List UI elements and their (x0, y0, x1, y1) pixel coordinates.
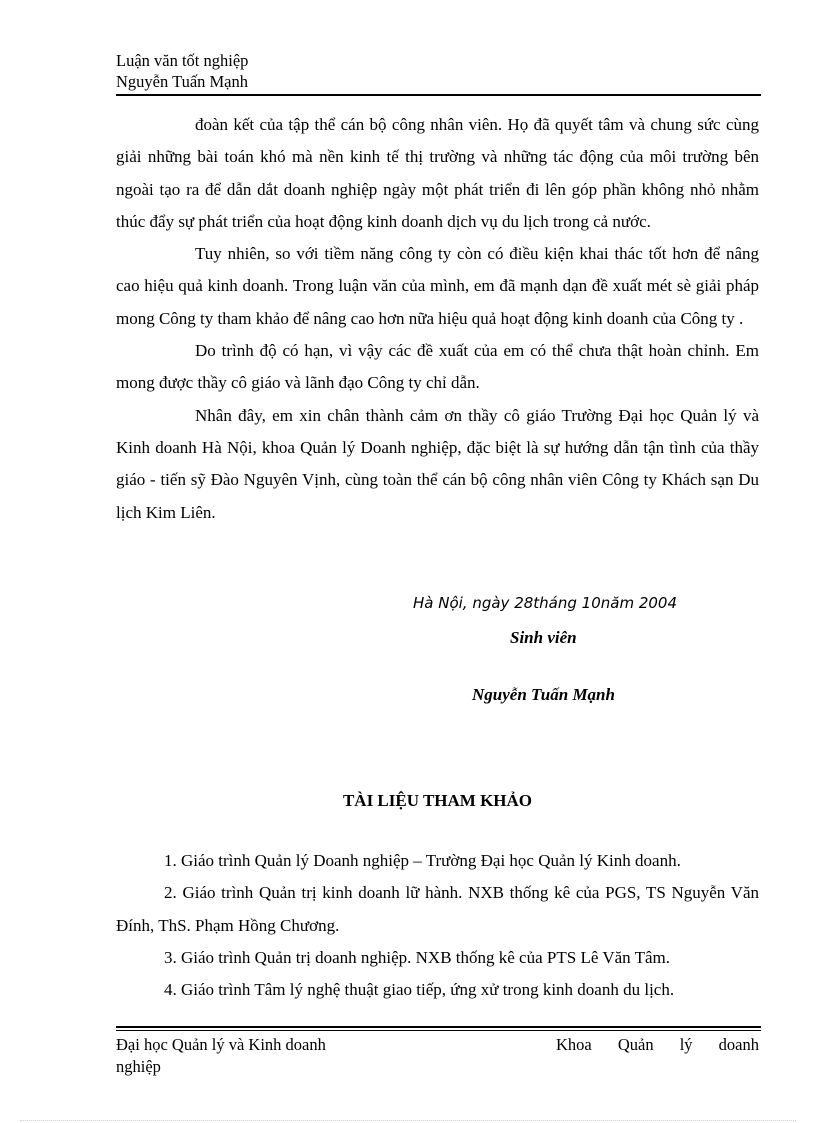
signature-place-date: Hà Nội, ngày 28tháng 10năm 2004 (413, 594, 678, 612)
paragraph: Nhân đây, em xin chân thành cảm ơn thầy cô giáo Trường Đại học Quản lý và Kinh doanh Hà Nội, khoa Quản lý Doanh nghiệp, đặc biệt là sự hướng dẫn tận tình của thầy giáo - tiến sỹ Đào Nguyên Vịnh, cùng toàn thể cán bộ công nhân viên Công ty Khách sạn Du lịch Kim Liên. (116, 405, 759, 522)
reference-item: 2. Giáo trình Quản trị kinh doanh lữ hành. NXB thống kê của PGS, TS Nguyễn Văn Đính, ThS. Phạm Hồng Chương. (116, 883, 759, 935)
signature-name: Nguyễn Tuấn Mạnh (472, 685, 615, 704)
references-title: TÀI LIỆU THAM KHẢO (342, 791, 533, 810)
header-author-name: Nguyễn Tuấn Mạnh (116, 72, 249, 91)
footer-university: Đại học Quản lý và Kinh doanh (116, 1035, 326, 1054)
paragraph: Do trình độ có hạn, vì vậy các đề xuất của em có thể chưa thật hoàn chỉnh. Em mong được thầy cô giáo và lãnh đạo Công ty chỉ dẫn. (116, 341, 759, 393)
body-text (116, 109, 759, 529)
reference-item: 3. Giáo trình Quản trị doanh nghiệp. NXB thống kê của PTS Lê Văn Tâm. (164, 947, 670, 967)
page-header (116, 50, 761, 92)
footer-divider-thin (116, 1030, 761, 1031)
header-divider (116, 94, 761, 96)
reference-item: 1. Giáo trình Quản lý Doanh nghiệp – Trường Đại học Quản lý Kinh doanh. (164, 851, 681, 870)
references-list (116, 845, 759, 1006)
footer-faculty: Khoa Quản lý doanh (556, 1035, 759, 1054)
header-thesis-label: Luận văn tốt nghiệp (116, 51, 249, 70)
footer-left (116, 1034, 416, 1078)
footer-university-cont: nghiệp (116, 1057, 161, 1076)
footer-divider (116, 1026, 761, 1028)
reference-item: 4. Giáo trình Tâm lý nghệ thuật giao tiếp, ứng xử trong kinh doanh du lịch. (164, 980, 675, 1000)
paragraph: Tuy nhiên, so với tiềm năng công ty còn có điều kiện khai thác tốt hơn để nâng cao hiệu quả kinh doanh. Trong luận văn của mình, em đã mạnh dạn đề xuất mét sè giải pháp mong Công ty tham khảo để nâng cao hơn nữa hiệu quả hoạt động kinh doanh của Công ty . (116, 244, 759, 328)
signature-role: Sinh viên (510, 628, 577, 647)
paragraph: đoàn kết của tập thể cán bộ công nhân viên. Họ đã quyết tâm và chung sức cùng giải những bài toán khó mà nền kinh tế thị trường và những tác động của môi trường bên ngoài tạo ra để dẫn dắt doanh nghiệp ngày một phát triển đi lên góp phần không nhỏ nhằm thúc đẩy sự phát triển của hoạt động kinh doanh dịch vụ du lịch trong cả nước. (116, 115, 759, 231)
page-bottom-border (20, 1120, 796, 1121)
